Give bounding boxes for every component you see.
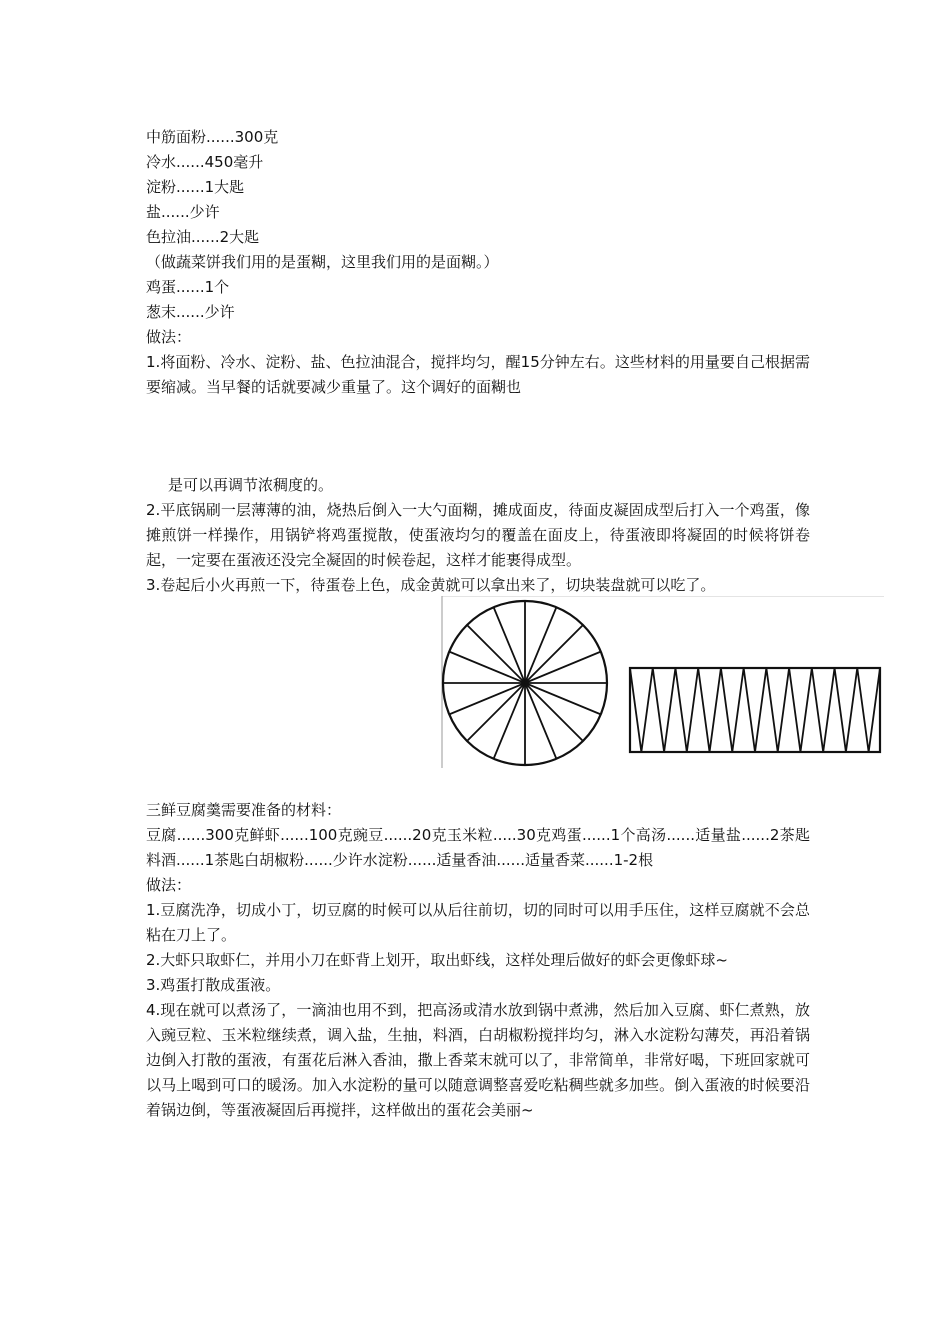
wheel-spoke (525, 683, 583, 741)
zigzag-band (630, 668, 880, 752)
ingredient-line: 葱末......少许 (146, 303, 235, 321)
recipe2-step-1: 1.豆腐洗净，切成小丁，切豆腐的时候可以从后往前切，切的同时可以用手压住，这样豆腐就不会总粘在刀上了。 (146, 901, 810, 944)
recipe2-ingredients: 豆腐......300克鲜虾......100克豌豆......20克玉米粒.....30克鸡蛋......1个高汤......适量盐......2茶匙料酒......1茶匙白胡椒粉......少许水淀粉......适量香油......适量香菜......1-2根 (146, 826, 810, 869)
ingredient-line: 中筋面粉......300克 (146, 128, 279, 146)
figure-drawing (440, 596, 884, 768)
ingredient-line: 淀粉......1大匙 (146, 178, 245, 196)
ingredient-line: 盐......少许 (146, 203, 220, 221)
recipe2-step-2: 2.大虾只取虾仁，并用小刀在虾背上划开，取出虾线，这样处理后做好的虾会更像虾球~ (146, 951, 728, 969)
zigzag-line (630, 668, 880, 752)
wheel-spokes (443, 601, 607, 765)
recipe2-section (146, 798, 810, 1123)
ingredient-line: 鸡蛋......1个 (146, 278, 230, 296)
method-label: 做法： (146, 328, 192, 346)
ingredient-line: 冷水......450毫升 (146, 153, 264, 171)
recipe1-step-2: 2.平底锅刷一层薄薄的油，烧热后倒入一大勺面糊，摊成面皮，待面皮凝固成型后打入一个鸡蛋，像摊煎饼一样操作，用锅铲将鸡蛋搅散，使蛋液均匀的覆盖在面皮上，待蛋液即将凝固的时候将饼卷起，一定要在蛋液还没完全凝固的时候卷起，这样才能裹得成型。 (146, 501, 810, 569)
recipe2-step-4: 4.现在就可以煮汤了，一滴油也用不到，把高汤或清水放到锅中煮沸，然后加入豆腐、虾仁煮熟，放入豌豆粒、玉米粒继续煮，调入盐，生抽，料酒，白胡椒粉搅拌均匀，淋入水淀粉勾薄芡，再沿着锅边倒入打散的蛋液，有蛋花后淋入香油，撒上香菜末就可以了，非常简单，非常好喝，下班回家就可以马上喝到可口的暖汤。加入水淀粉的量可以随意调整喜爱吃粘稠些就多加些。倒入蛋液的时候要沿着锅边倒，等蛋液凝固后再搅拌，这样做出的蛋花会美丽~ (146, 1001, 810, 1119)
wheel-spoke (467, 625, 525, 683)
ingredient-note: （做蔬菜饼我们用的是蛋糊，这里我们用的是面糊。） (146, 253, 499, 271)
recipe1-step-1-continued: 是可以再调节浓稠度的。 (168, 476, 334, 494)
method-label: 做法： (146, 876, 192, 894)
recipe1-section (146, 125, 810, 400)
recipe2-step-3: 3.鸡蛋打散成蛋液。 (146, 976, 281, 994)
recipe1-step-1: 1.将面粉、冷水、淀粉、盐、色拉油混合，搅拌均匀，醒15分钟左右。这些材料的用量要自己根据需要缩减。当早餐的话就要减少重量了。这个调好的面糊也 (146, 353, 810, 396)
recipe1-step-3: 3.卷起后小火再煎一下，待蛋卷上色，成金黄就可以拿出来了，切块装盘就可以吃了。 (146, 576, 716, 594)
figure-area (440, 596, 884, 768)
recipe1-steps-continued (146, 473, 810, 598)
wheel-spoke (525, 625, 583, 683)
recipe2-title: 三鲜豆腐羹需要准备的材料： (146, 801, 342, 819)
wheel-spoke (467, 683, 525, 741)
ingredient-line: 色拉油......2大匙 (146, 228, 260, 246)
